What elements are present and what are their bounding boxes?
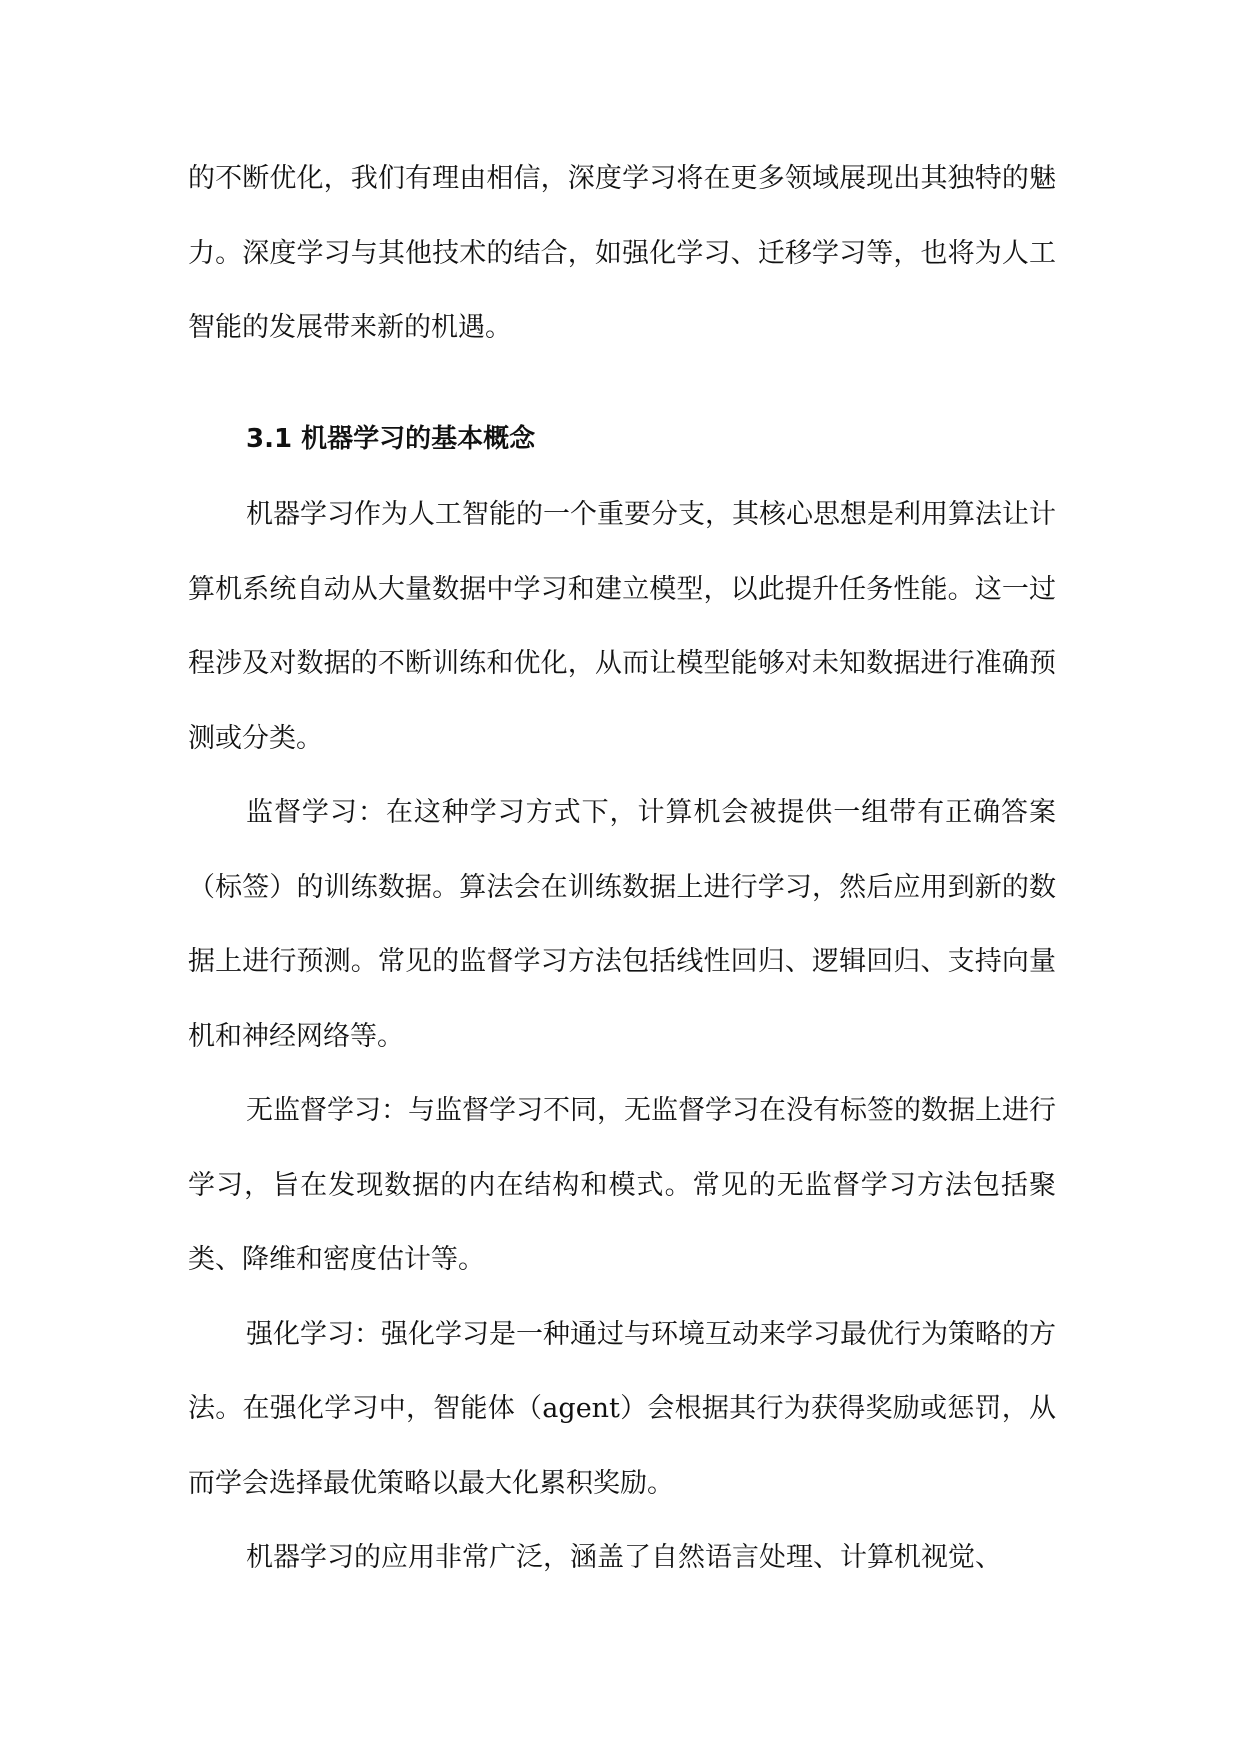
section-heading: 3.1 机器学习的基本概念 — [246, 423, 536, 454]
continued-paragraph: 的不断优化，我们有理由相信，深度学习将在更多领域展现出其独特的魅力。深度学习与其他技术的结合，如强化学习、迁移学习等，也将为人工智能的发展带来新的机遇。 — [188, 163, 1056, 343]
document-body — [188, 142, 1056, 1596]
paragraph-ml-applications: 机器学习的应用非常广泛，涵盖了自然语言处理、计算机视觉、 — [246, 1542, 1002, 1573]
paragraph-unsupervised-learning: 无监督学习：与监督学习不同，无监督学习在没有标签的数据上进行学习，旨在发现数据的内在结构和模式。常见的无监督学习方法包括聚类、降维和密度估计等。 — [188, 1095, 1056, 1275]
paragraph-supervised-learning: 监督学习：在这种学习方式下，计算机会被提供一组带有正确答案（标签）的训练数据。算法会在训练数据上进行学习，然后应用到新的数据上进行预测。常见的监督学习方法包括线性回归、逻辑回归、支持向量机和神经网络等。 — [188, 797, 1056, 1052]
paragraph-ml-intro: 机器学习作为人工智能的一个重要分支，其核心思想是利用算法让计算机系统自动从大量数据中学习和建立模型，以此提升任务性能。这一过程涉及对数据的不断训练和优化，从而让模型能够对未知数据进行准确预测或分类。 — [188, 499, 1056, 754]
paragraph-reinforcement-learning: 强化学习：强化学习是一种通过与环境互动来学习最优行为策略的方法。在强化学习中，智能体（agent）会根据其行为获得奖励或惩罚，从而学会选择最优策略以最大化累积奖励。 — [188, 1318, 1056, 1499]
